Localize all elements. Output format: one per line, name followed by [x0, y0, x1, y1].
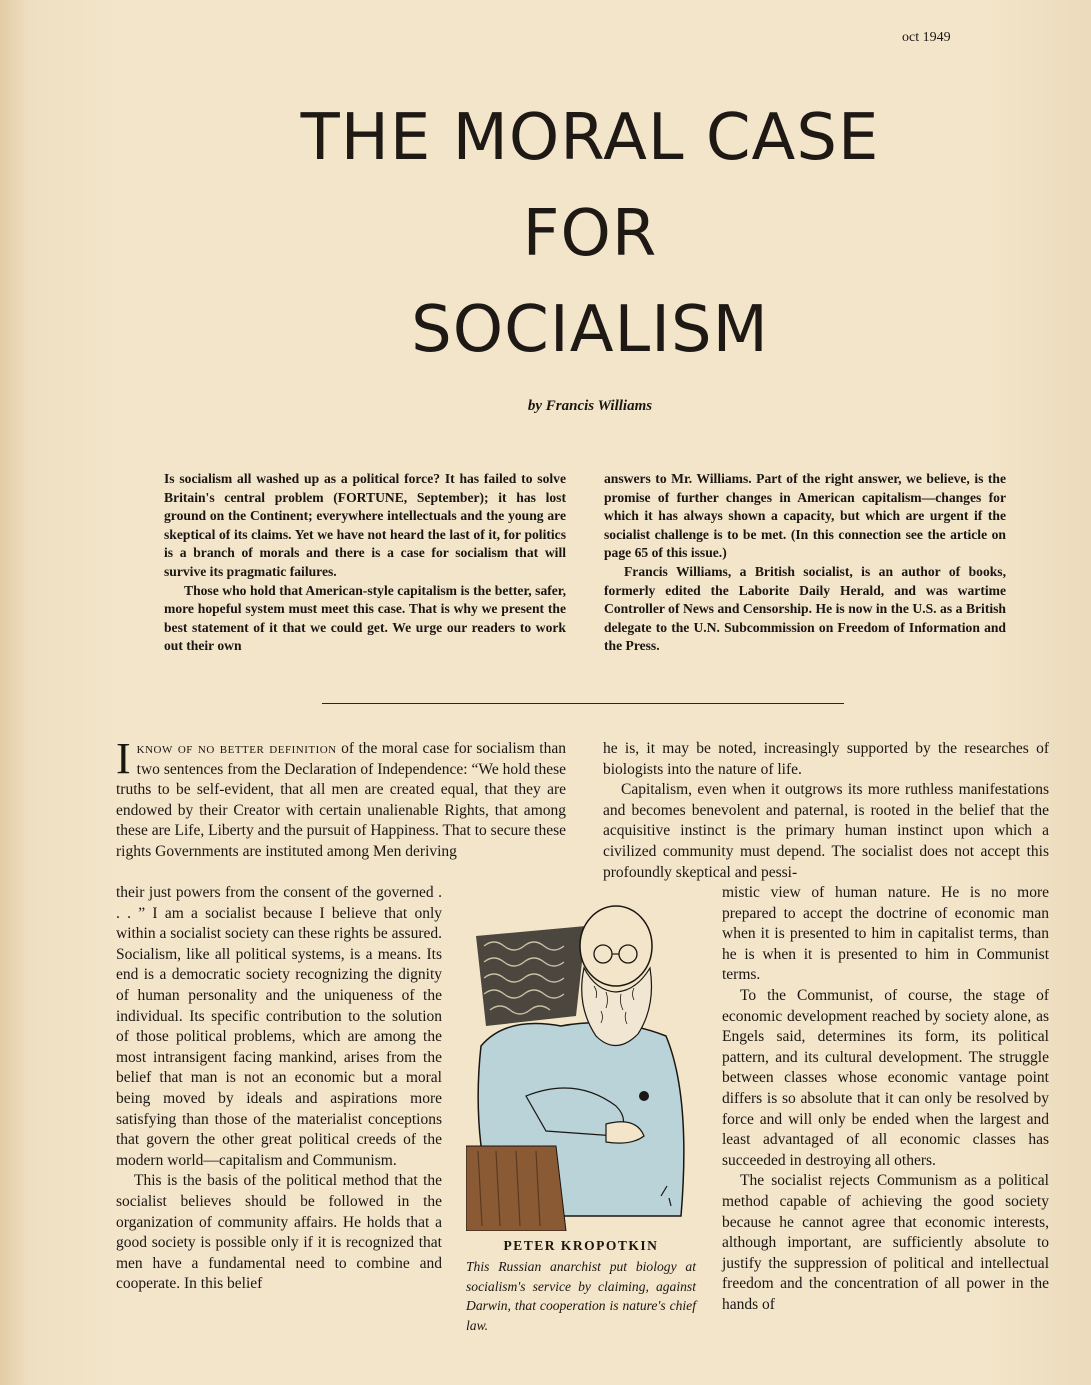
- title-line: THE MORAL CASE: [300, 101, 880, 175]
- drop-cap: I: [116, 734, 131, 783]
- intro-column-left: [164, 470, 566, 656]
- title-line: SOCIALISM: [411, 293, 769, 367]
- body-column-1-top: [116, 734, 566, 863]
- intro-paragraph: Francis Williams, a British socialist, is an author of books, formerly edited the Laborite Daily Herald, and was wartime Controller of News and Censorship. He is now in the U.S. as a British delegate to the U.N. Subcommission on Freedom of Information and the Press.: [604, 563, 1006, 654]
- body-paragraph: he is, it may be noted, increasingly supported by the researches of biologists into the nature of life.: [603, 740, 1049, 778]
- kropotkin-illustration: [466, 896, 696, 1231]
- body-paragraph: their just powers from the consent of the governed . . . ” I am a socialist because I believe that only within a socialist society can these rights be assured. Socialism, like all political systems, is a means. Its end is a democratic society recognizing the dignity of human personality and the uniqueness of the individual. Its specific contribution to the solution of those political problems, which are among the most intransigent facing mankind, arises from the belief that man is not an economic but a moral being moved by ideals and aspirations more satisfying than those of the materialist conceptions that govern the other great political creeds of the modern world—capitalism and Communism.: [116, 884, 442, 1169]
- body-paragraph: This is the basis of the political method that the socialist believes should be followed in the organization of community affairs. He holds that a good society is possible only if it is recognized that men have a fundamental need to combine and cooperate. In this belief: [116, 1172, 442, 1293]
- body-paragraph: mistic view of human nature. He is no more prepared to accept the doctrine of economic man when it is presented to him in capitalist terms, than he is when it is presented to him in Communist terms.: [722, 884, 1049, 984]
- body-paragraph: The socialist rejects Communism as a political method capable of achieving the good society because he cannot agree that economic interests, although important, are sufficiently absolute to justify the suppression of political and intellectual freedom and the concentration of all power in the hands of: [722, 1172, 1049, 1313]
- body-column-2-top: [603, 739, 1049, 883]
- pattern-backdrop: [476, 926, 586, 1026]
- intro-paragraph: answers to Mr. Williams. Part of the right answer, we believe, is the promise of further changes in American capitalism—changes for which it has always shown a capacity, but which are urgent if the socialist challenge is to be met. (In this connection see the article on page 65 of this issue.): [604, 471, 1006, 561]
- article-title: [260, 90, 920, 378]
- intro-column-right: [604, 470, 1006, 656]
- body-column-2-narrow: [722, 883, 1049, 1315]
- caption-text: This Russian anarchist put biology at socialism's service by claiming, against Darwin, that cooperation is nature's chief law.: [466, 1259, 696, 1333]
- byline: by Francis Williams: [527, 398, 653, 414]
- body-text: of the moral case for socialism than two sentences from the Declaration of Independence: “We hold these truths to be self-evident, that all men are created equal, that they are endowed by their Creator with certain unalienable Rights, that among these are Life, Liberty and the pursuit of Happiness. That to secure these rights Governments are instituted among Men deriving: [116, 740, 566, 860]
- intro-paragraph: Is socialism all washed up as a political force? It has failed to solve Britain's central problem (FORTUNE, September); it has lost ground on the Continent; everywhere intellectuals and the young are skeptical of its claims. Yet we have not heard the last of it, for politics is a branch of morals and there is a case for socialism that will survive its pragmatic failures.: [164, 471, 566, 579]
- body-paragraph: [116, 734, 566, 863]
- body-column-1-narrow: [116, 883, 442, 1295]
- intro-paragraph: Those who hold that American-style capitalism is the better, safer, more hopeful system must meet this case. That is why we present the best statement of it that we could get. We urge our readers to work out their own: [164, 582, 566, 654]
- figure-caption: [466, 1238, 696, 1335]
- opening-smallcaps: know of no better definition: [136, 740, 337, 757]
- body-paragraph: Capitalism, even when it outgrows its more ruthless manifestations and becomes benevolent and paternal, is rooted in the belief that the acquisitive instinct is the primary human instinct upon which a civilized community must depend. The socialist does not accept this profoundly skeptical and pessi-: [603, 781, 1049, 881]
- coat-button: [639, 1091, 649, 1101]
- body-paragraph: To the Communist, of course, the stage of economic development reached by society alone, as Engels said, determines its form, its political pattern, and its cultural development. The struggle between classes whose economic vantage point differs is so absolute that it can only be resolved by force and will only be ended when the largest and least advantaged of all economic classes has succeeded in destroying all others.: [722, 986, 1049, 1169]
- section-divider: [322, 703, 844, 704]
- date-stamp: oct 1949: [902, 30, 951, 45]
- title-line: FOR: [522, 197, 658, 271]
- head: [580, 906, 652, 986]
- caption-name: PETER KROPOTKIN: [503, 1238, 659, 1253]
